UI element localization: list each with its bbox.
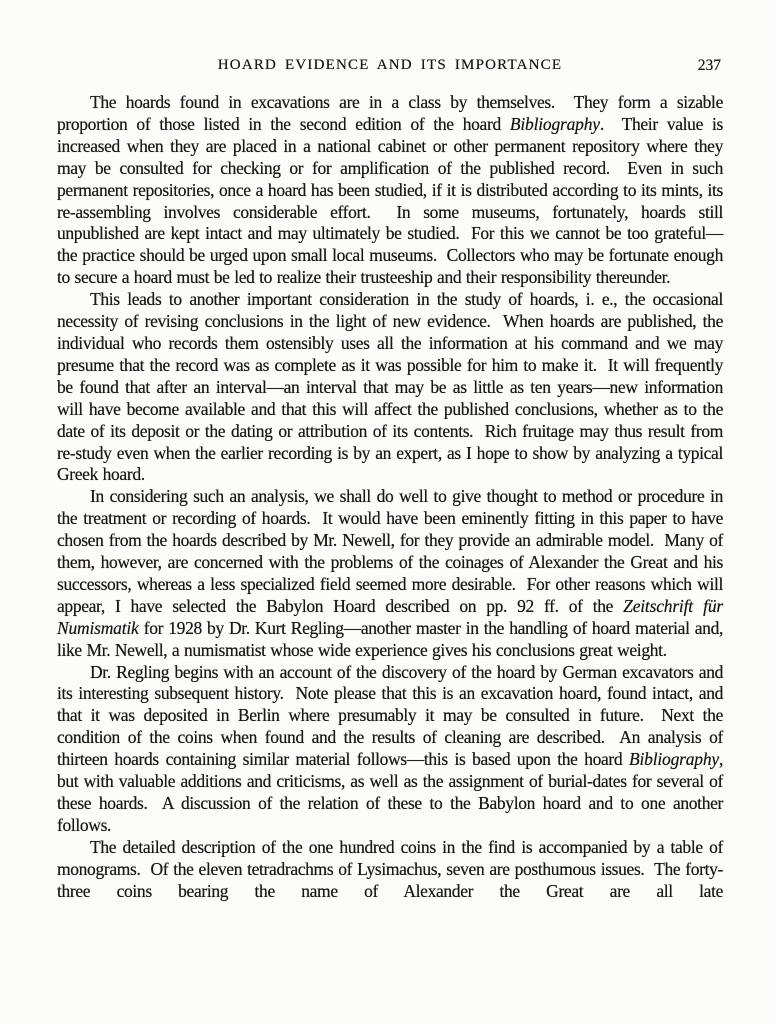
text-run: This leads to another important consideration in the study of hoards, i. e., the occasional necessity of revising conclusions in the light of new evidence. When hoards are published, the individual who records them ostensibly uses all the information at his command and we may presume that the record was as complete as it was possible for him to make it. It will frequently be found that after an interval—an interval that may be as little as ten years—new information will have become available and that this will affect the published conclusions, whether as to the date of its deposit or the dating or attribution of its contents. Rich fruitage may thus result from re-study even when the earlier recording is by an expert, as I hope to show by analyzing a typical Greek hoard.	[57, 289, 723, 485]
text-run: The hoards found in excavations are in a class by themselves. They form a sizable proportion of those listed in the second edition of the hoard	[57, 92, 723, 134]
paragraph	[57, 92, 723, 289]
paragraph	[57, 486, 723, 661]
running-header	[57, 57, 723, 77]
italic-text: Zeitschrift für Numismatik	[57, 595, 723, 638]
text-run: , but with valuable additions and criticisms, as well as the assignment of burial-dates for several of these hoards. A discussion of the relation of these to the Babylon hoard and to one another follows.	[57, 749, 723, 835]
text-run: The detailed description of the one hundred coins in the find is accompanied by a table of monograms. Of the eleven tetradrachms of Lysimachus, seven are posthumous issues. The forty-three coins bearing the name of Alexander the Great are all late	[57, 836, 723, 901]
page-number: 237	[697, 57, 721, 74]
text-run: In considering such an analysis, we shall do well to give thought to method or procedure in the treatment or recording of hoards. It would have been eminently fitting in this paper to have chosen from the hoards described by Mr. Newell, for they provide an admirable model. Many of them, however, are concerned with the problems of the coinages of Alexander the Great and his successors, whereas a less specialized field seemed more desirable. For other reasons which will appear, I have selected the Babylon Hoard described on pp. 92 ff. of the	[57, 486, 723, 616]
paragraph	[57, 837, 723, 903]
text-run: for 1928 by Dr. Kurt Regling—another master in the handling of hoard material and, like Mr. Newell, a numismatist whose wide experience gives his conclusions great weight.	[57, 617, 723, 660]
paragraph	[57, 662, 723, 837]
page-paragraphs	[57, 92, 723, 903]
text-run: . Their value is increased when they are placed in a national cabinet or other permanent repository where they may be consulted for checking or for amplification of the published record. Even in such permanent repositories, once a hoard has been studied, if it is distributed according to its mints, its re-assembling involves considerable effort. In some museums, fortunately, hoards still unpublished are kept intact and may ultimately be studied. For this we cannot be too grateful—the practice should be urged upon small local museums. Collectors who may be fortunate enough to secure a hoard must be led to realize their trusteeship and their responsibility thereunder.	[57, 113, 723, 288]
italic-text: Bibliography	[509, 113, 600, 134]
italic-text: Bibliography	[629, 749, 719, 770]
text-run: Dr. Regling begins with an account of the discovery of the hoard by German excavators and its interesting subsequent history. Note please that this is an excavation hoard, found intact, and that it was deposited in Berlin where presumably it may be consulted in future. Next the condition of the coins when found and the results of cleaning are described. An analysis of thirteen hoards containing similar material follows—this is based upon the hoard	[57, 661, 723, 770]
paragraph	[57, 289, 723, 486]
page-title: HOARD EVIDENCE AND ITS IMPORTANCE	[217, 57, 563, 73]
